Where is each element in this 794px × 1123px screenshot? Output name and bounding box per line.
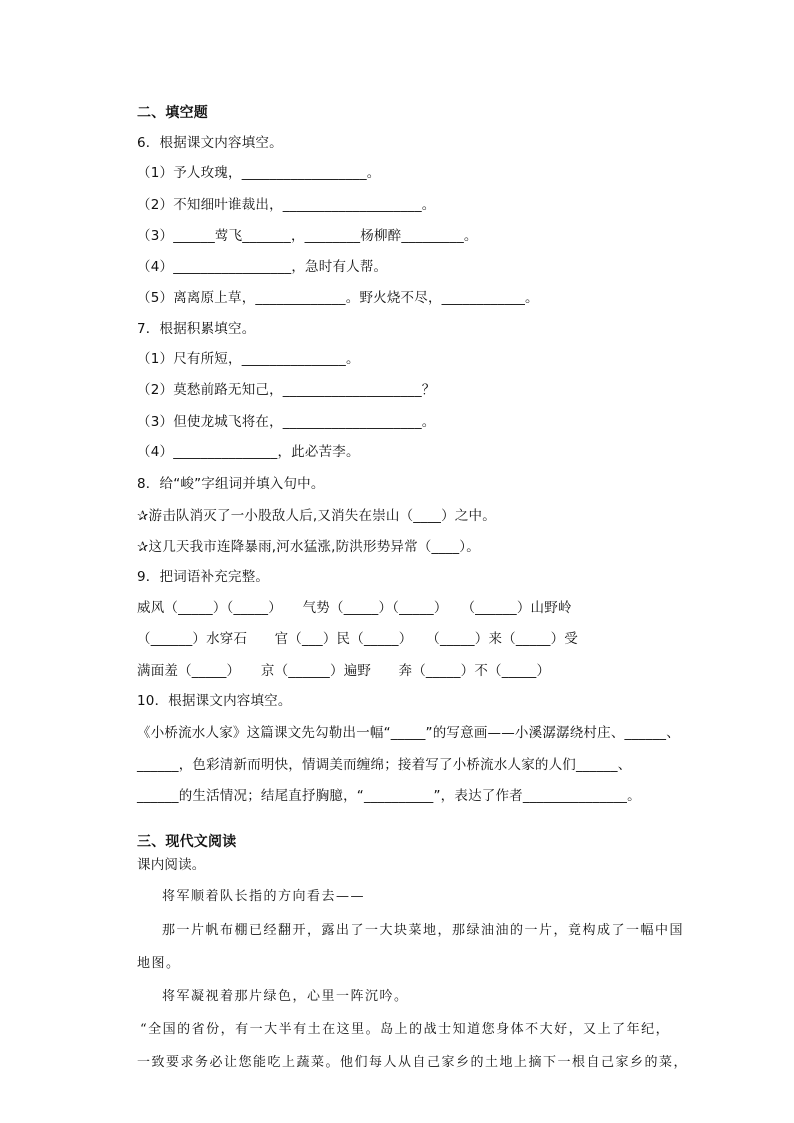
question-6-item: （1）予人玫瑰，__________________。 bbox=[137, 165, 381, 181]
passage-paragraph: 一致要求务必让您能吃上蔬菜。他们每人从自己家乡的土地上摘下一根自己家乡的菜， bbox=[137, 1055, 689, 1070]
question-9-row: 满面羞（_____） 京（______）遍野 奔（_____）不（_____） bbox=[137, 663, 551, 679]
question-10-line: ______的生活情况；结尾直抒胸臆，“__________”，表达了作者_______________。 bbox=[137, 788, 641, 804]
section-heading-reading: 三、现代文阅读 bbox=[137, 834, 237, 850]
question-7-item: （3）但使龙城飞将在，____________________。 bbox=[137, 414, 436, 430]
passage-paragraph: “全国的省份，有一大半有土在这里。岛上的战士知道您身体不大好，又上了年纪， bbox=[140, 1022, 671, 1037]
question-7-item: （4）_______________，此必苦李。 bbox=[137, 444, 360, 460]
question-8-item: ✰这几天我市连降暴雨,河水猛涨,防洪形势异常（____）。 bbox=[137, 539, 480, 555]
question-6-item: （5）离离原上草，_____________。野火烧不尽，____________。 bbox=[137, 290, 539, 306]
question-10-line: ______，色彩清新而明快，情调美而缠绵；接着写了小桥流水人家的人们______、 bbox=[137, 757, 632, 773]
question-6-prompt: 6．根据课文内容填空。 bbox=[137, 135, 283, 151]
question-7-prompt: 7．根据积累填空。 bbox=[137, 321, 256, 337]
passage-paragraph: 将军顺着队长指的方向看去—— bbox=[162, 889, 366, 904]
passage-paragraph: 那一片帆布棚已经翻开，露出了一大块菜地，那绿油油的一片，竟构成了一幅中国 bbox=[162, 923, 685, 938]
question-8-item: ✰游击队消灭了一小股敌人后,又消失在崇山（____）之中。 bbox=[137, 508, 496, 524]
question-10-line: 《小桥流水人家》这篇课文先勾勒出一幅“_____”的写意画——小溪潺潺绕村庄、______、 bbox=[137, 725, 680, 741]
question-7-item: （2）莫愁前路无知己，____________________？ bbox=[137, 382, 436, 398]
reading-intro: 课内阅读。 bbox=[137, 857, 206, 873]
passage-paragraph: 将军凝视着那片绿色，心里一阵沉吟。 bbox=[162, 989, 409, 1004]
question-6-item: （4）_________________，急时有人帮。 bbox=[137, 259, 388, 275]
section-heading-fill-blank: 二、填空题 bbox=[137, 105, 208, 121]
question-10-prompt: 10．根据课文内容填空。 bbox=[137, 693, 292, 709]
passage-paragraph: 地图。 bbox=[137, 956, 181, 971]
question-7-item: （1）尺有所短，_______________。 bbox=[137, 351, 360, 367]
question-9-row: 威风（_____）（_____） 气势（_____）（_____） （______）山野岭 bbox=[137, 600, 572, 616]
question-8-prompt: 8．给“峻”字组词并填入句中。 bbox=[137, 476, 325, 492]
question-6-item: （3）______莺飞_______，________杨柳醉_________。 bbox=[137, 228, 478, 244]
question-9-row: （______）水穿石 官（___）民（_____） （_____）来（_____）受 bbox=[137, 631, 578, 647]
question-9-prompt: 9．把词语补充完整。 bbox=[137, 569, 270, 585]
question-6-item: （2）不知细叶谁裁出，____________________。 bbox=[137, 197, 436, 213]
